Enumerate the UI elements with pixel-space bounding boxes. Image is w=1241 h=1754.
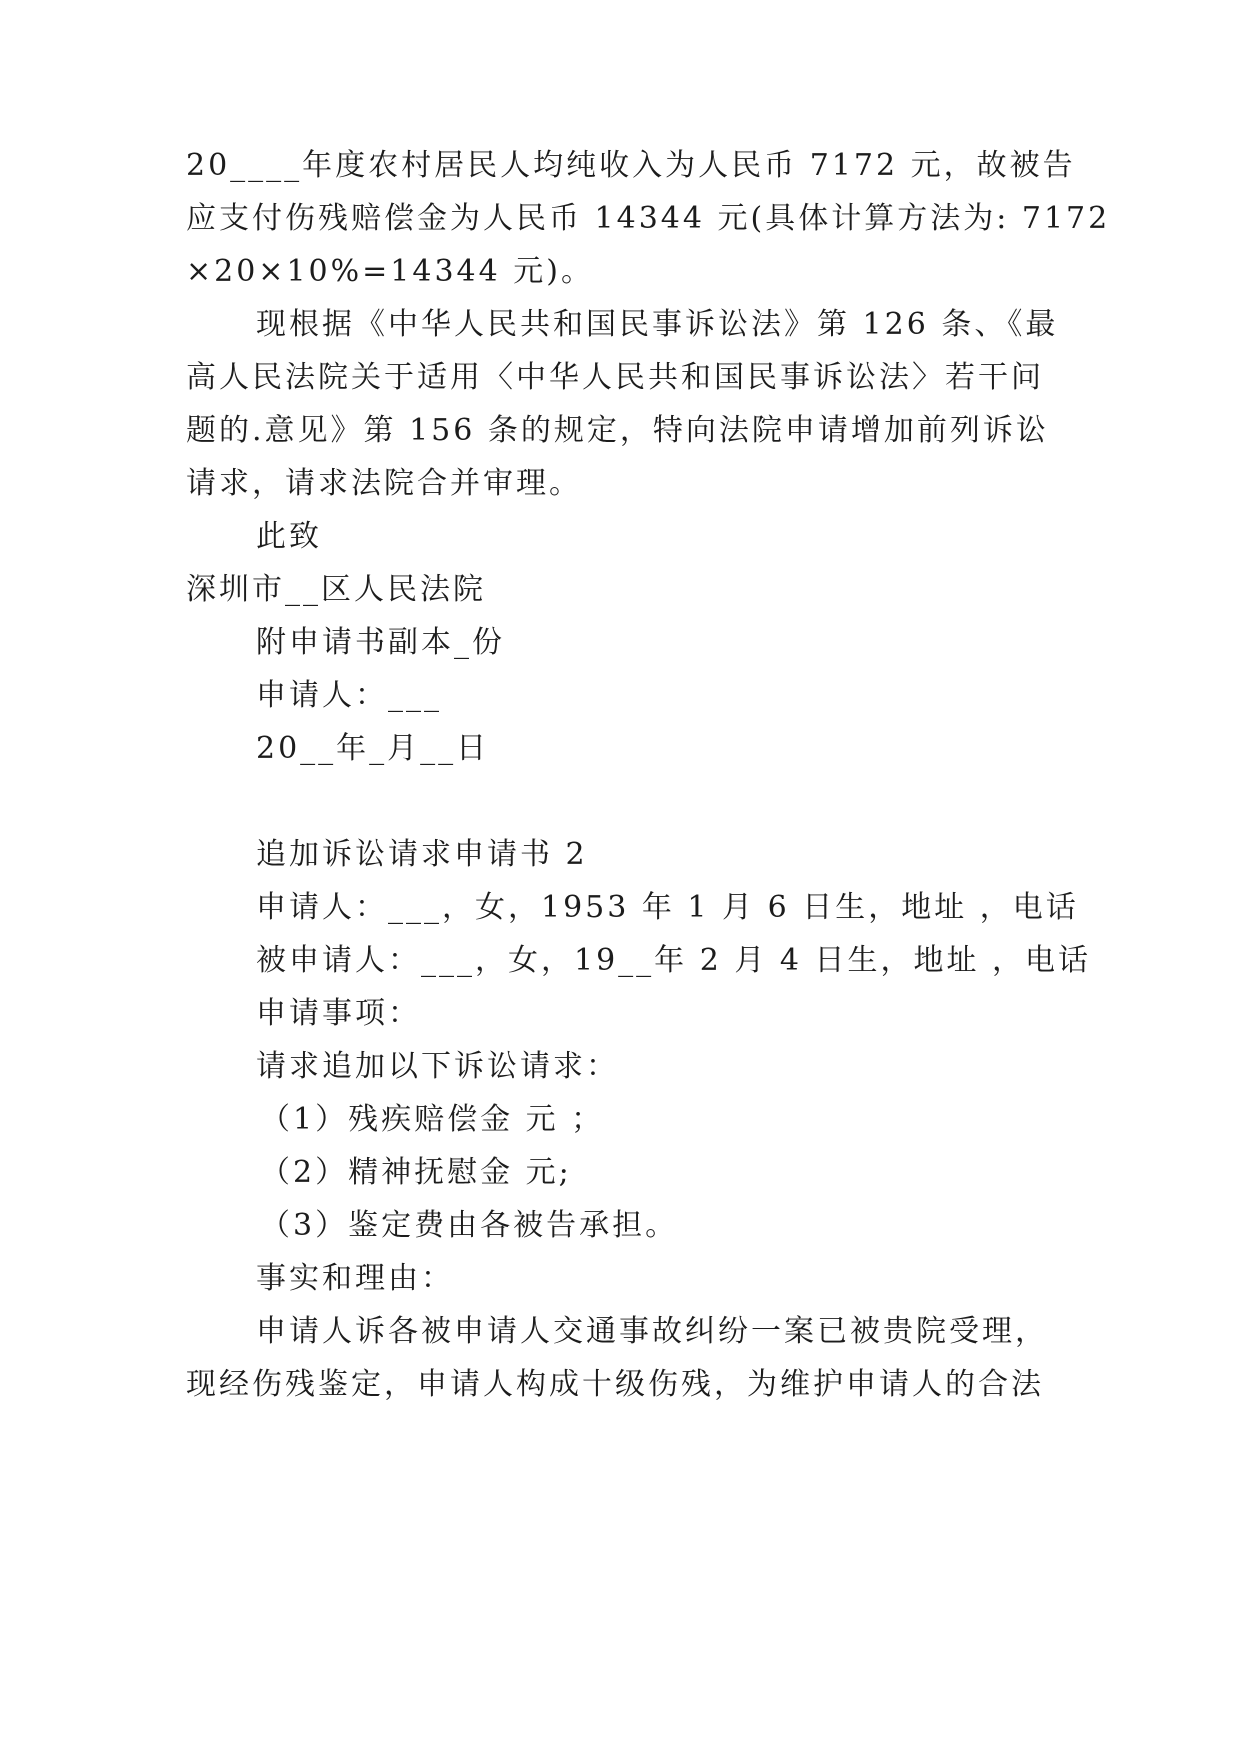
applicant-info: 申请人：___，女，1953 年 1 月 6 日生，地址 ，电话	[256, 890, 1079, 925]
facts-reasons-heading: 事实和理由：	[256, 1261, 454, 1296]
paragraph-line-7: 请求，请求法院合并审理。	[186, 466, 582, 501]
paragraph-line-1: 20____年度农村居民人均纯收入为人民币 7172 元，故被告	[186, 148, 1076, 183]
facts-paragraph-line-2: 现经伤残鉴定，申请人构成十级伤残，为维护申请人的合法	[186, 1367, 1044, 1402]
paragraph-line-2: 应支付伤残赔偿金为人民币 14344 元(具体计算方法为: 7172	[186, 201, 1111, 236]
paragraph-line-4: 现根据《中华人民共和国民事诉讼法》第 126 条、《最	[256, 307, 1059, 342]
applicant-signature: 申请人：___	[256, 678, 442, 713]
paragraph-line-5: 高人民法院关于适用〈中华人民共和国民事诉讼法〉若干问	[186, 360, 1044, 395]
request-intro: 请求追加以下诉讼请求：	[256, 1049, 619, 1084]
facts-paragraph-line-1: 申请人诉各被申请人交通事故纠纷一案已被贵院受理，	[256, 1314, 1048, 1349]
paragraph-line-3: ×20×10%=14344 元)。	[186, 254, 594, 289]
request-item-2: （2）精神抚慰金 元;	[260, 1155, 572, 1190]
paragraph-line-6: 题的.意见》第 156 条的规定，特向法院申请增加前列诉讼	[186, 413, 1049, 448]
date-line: 20__年_月__日	[256, 731, 490, 766]
request-item-1: （1）残疾赔偿金 元 ；	[260, 1102, 605, 1137]
request-item-3: （3）鉴定费由各被告承担。	[260, 1208, 679, 1243]
document-title: 追加诉讼请求申请书 2	[256, 837, 588, 872]
application-items-heading: 申请事项：	[256, 996, 421, 1031]
court-name: 深圳市__区人民法院	[186, 572, 486, 607]
respondent-info: 被申请人：___，女，19__年 2 月 4 日生，地址 ，电话	[256, 943, 1092, 978]
attachment-note: 附申请书副本_份	[256, 625, 505, 660]
salutation: 此致	[256, 519, 322, 554]
